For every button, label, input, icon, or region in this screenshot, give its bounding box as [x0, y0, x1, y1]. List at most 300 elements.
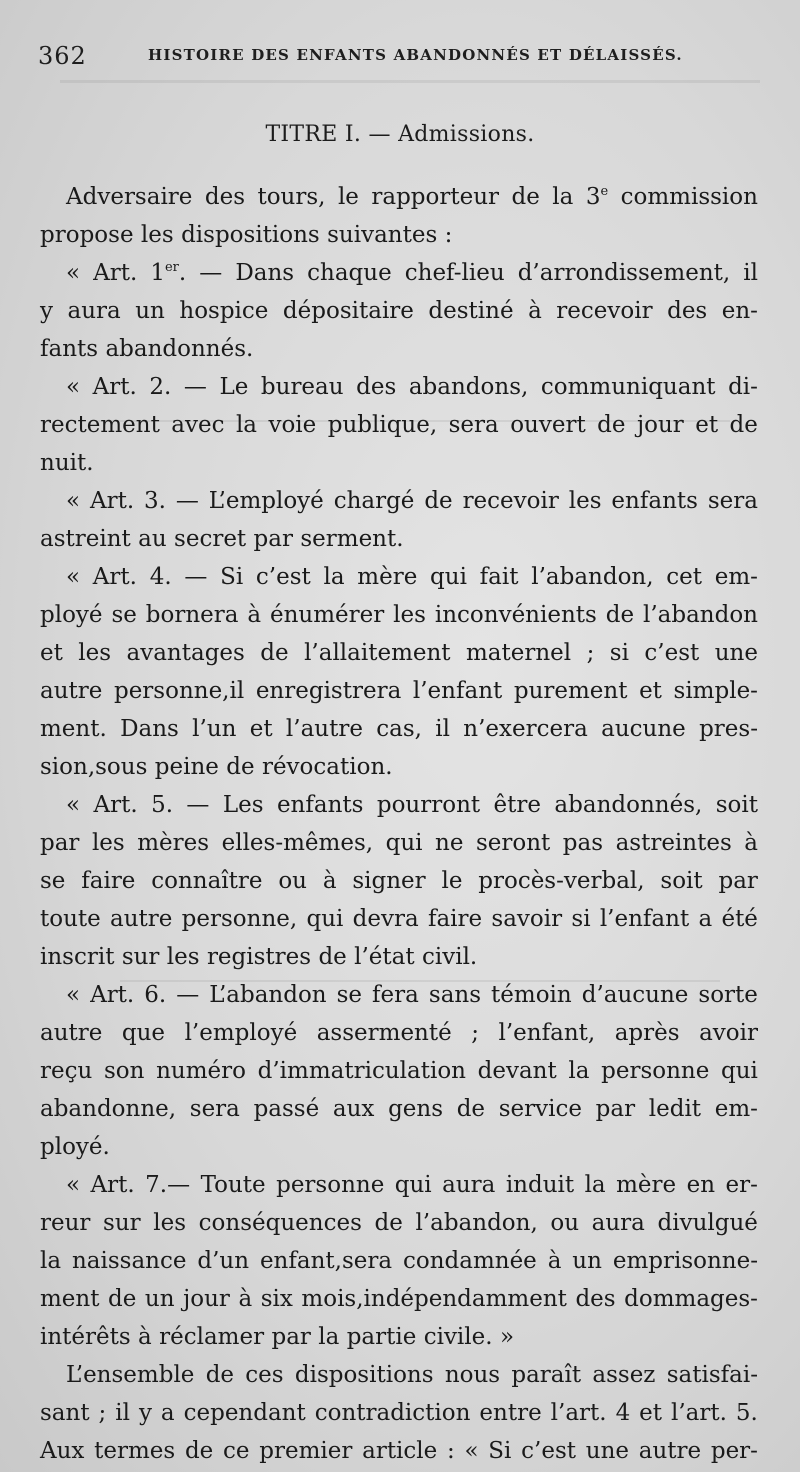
word: 5.: [151, 792, 174, 818]
word: autre: [40, 678, 103, 704]
word: 4.: [149, 564, 172, 590]
word: chargé: [333, 488, 415, 514]
word: Les: [222, 792, 264, 818]
text-line: [40, 216, 758, 254]
word: énumérer: [270, 602, 385, 628]
word: se: [40, 868, 66, 894]
word: rapporteur: [371, 184, 500, 210]
text-line: [40, 1356, 758, 1394]
word: qui: [306, 906, 344, 932]
word: sera: [707, 488, 758, 514]
word: l’état: [354, 944, 415, 970]
word: des: [575, 1286, 616, 1312]
word: aux: [332, 1096, 375, 1122]
word: Art.: [90, 982, 135, 1008]
word: sorte: [698, 982, 758, 1008]
word: l’un: [192, 716, 237, 742]
word: a: [698, 906, 713, 932]
word: induit: [505, 1172, 575, 1198]
word: le: [441, 868, 463, 894]
word: ou: [278, 868, 307, 894]
word: voie: [268, 412, 317, 438]
word: un: [572, 1248, 602, 1274]
text-line: [40, 178, 758, 216]
word: cas,: [376, 716, 422, 742]
word: Art.: [93, 260, 138, 286]
word: premier: [259, 1438, 353, 1464]
word: propose: [40, 222, 134, 248]
word: «: [66, 488, 81, 514]
word: son: [103, 1058, 145, 1084]
word: à: [528, 298, 542, 324]
word: Dans: [120, 716, 179, 742]
word: ces: [245, 1362, 284, 1388]
word: numéro: [156, 1058, 246, 1084]
word: soit: [715, 792, 758, 818]
word: 1er.: [150, 260, 187, 286]
word: de: [184, 1438, 214, 1464]
text-line: [40, 1014, 758, 1052]
word: Art.: [92, 564, 137, 590]
word: si: [571, 906, 591, 932]
word: civile.: [423, 1324, 493, 1350]
word: autre: [110, 906, 173, 932]
word: abandons,: [408, 374, 529, 400]
word: par: [253, 526, 293, 552]
word: sur: [121, 944, 160, 970]
word: —: [186, 792, 210, 818]
word: partie: [346, 1324, 417, 1350]
text-line: [40, 1394, 758, 1432]
text-line: [40, 824, 758, 862]
text-line: [40, 1166, 758, 1204]
word: 2.: [149, 374, 172, 400]
word: L’employé: [208, 488, 324, 514]
word: mère: [357, 564, 418, 590]
word: six: [260, 1286, 293, 1312]
word: Le: [219, 374, 249, 400]
text-line: [40, 1318, 758, 1356]
word: l’employé: [184, 1020, 298, 1046]
word: l’abandon,: [531, 564, 654, 590]
word: recevoir: [556, 298, 653, 324]
word: il: [435, 716, 450, 742]
word: y: [138, 1400, 152, 1426]
word: purement: [513, 678, 628, 704]
word: ledit: [648, 1096, 702, 1122]
word: «: [66, 982, 81, 1008]
word: 4: [615, 1400, 631, 1426]
text-line: [40, 900, 758, 938]
word: les: [140, 222, 174, 248]
text-line: [40, 444, 758, 482]
text-line: [40, 368, 758, 406]
word: en-: [721, 298, 758, 324]
word: à: [238, 1286, 253, 1312]
text-line: [40, 862, 758, 900]
word: mois,indépendamment: [301, 1286, 567, 1312]
word: un: [144, 1286, 175, 1312]
word: fants: [40, 336, 99, 362]
word: à: [247, 602, 262, 628]
word: l’allaitement: [304, 640, 451, 666]
word: —: [176, 982, 200, 1008]
word: avec: [171, 412, 225, 438]
word: publique,: [327, 412, 438, 438]
word: termes: [94, 1438, 176, 1464]
word: à: [322, 868, 337, 894]
word: l’enfant: [599, 906, 690, 932]
word: 3.: [144, 488, 166, 514]
section-title: TITRE I. — Admissions.: [265, 122, 535, 147]
word: par: [271, 1324, 311, 1350]
word: fera: [372, 982, 419, 1008]
word: dommages-: [624, 1286, 758, 1312]
word: intérêts: [40, 1324, 131, 1350]
word: la: [552, 184, 574, 210]
word: de: [108, 1286, 137, 1312]
word: une: [714, 640, 758, 666]
word: de: [374, 1210, 403, 1236]
word: aura: [442, 1172, 496, 1198]
word: service: [498, 1096, 582, 1122]
word: faire: [81, 868, 136, 894]
word: l’art.: [671, 1400, 727, 1426]
word: astreintes: [615, 830, 732, 856]
word: bureau: [260, 374, 344, 400]
word: reçu: [40, 1058, 93, 1084]
text-line: [40, 938, 758, 976]
word: il: [115, 1400, 130, 1426]
word: que: [121, 1020, 166, 1046]
text-line: [40, 748, 758, 786]
word: d’arrondissement,: [517, 260, 731, 286]
word: :: [447, 1438, 455, 1464]
word: les: [78, 640, 112, 666]
word: sera: [448, 412, 499, 438]
text-line: [40, 1204, 758, 1242]
word: em-: [714, 564, 758, 590]
word: 6.: [144, 982, 167, 1008]
word: c’est: [255, 564, 311, 590]
word: des: [667, 298, 708, 324]
word: maternel: [466, 640, 572, 666]
word: l’autre: [285, 716, 363, 742]
word: Si: [220, 564, 244, 590]
word: —: [183, 374, 207, 400]
word: inconvénients: [434, 602, 597, 628]
word: simple-: [673, 678, 758, 704]
text-line: [40, 1090, 758, 1128]
word: n’exercera: [463, 716, 588, 742]
word: fait: [479, 564, 519, 590]
word: les: [153, 1210, 187, 1236]
word: savoir: [491, 906, 563, 932]
word: à: [744, 830, 758, 856]
word: entre: [479, 1400, 542, 1426]
word: —: [175, 488, 199, 514]
word: pres-: [699, 716, 758, 742]
word: tours,: [257, 184, 326, 210]
word: abandonne,: [40, 1096, 177, 1122]
word: enfants: [276, 792, 364, 818]
word: em-: [714, 1096, 758, 1122]
word: d’un: [197, 1248, 250, 1274]
word: les: [393, 602, 426, 628]
text-line: [40, 786, 758, 824]
word: L’ensemble: [66, 1362, 195, 1388]
word: peine: [154, 754, 219, 780]
word: personne,il: [113, 678, 245, 704]
word: mères: [137, 830, 210, 856]
word: 5.: [735, 1400, 758, 1426]
word: L’abandon: [209, 982, 327, 1008]
word: l’art.: [550, 1400, 607, 1426]
word: la: [235, 412, 258, 438]
word: enregistrera: [255, 678, 402, 704]
word: les: [568, 488, 602, 514]
word: par: [595, 1096, 636, 1122]
word: 7.—: [145, 1172, 191, 1198]
word: des: [204, 184, 246, 210]
word: nous: [444, 1362, 501, 1388]
word: Art.: [89, 488, 135, 514]
word: 3e: [585, 184, 609, 210]
word: chef-lieu: [404, 260, 505, 286]
word: de: [456, 1096, 486, 1122]
word: aucune: [601, 716, 686, 742]
text-line: [40, 710, 758, 748]
word: en: [686, 1172, 716, 1198]
text-line: [40, 558, 758, 596]
word: ne: [435, 830, 464, 856]
word: d’aucune: [581, 982, 689, 1008]
word: mère: [616, 1172, 677, 1198]
word: des: [356, 374, 397, 400]
word: enfant,sera: [259, 1248, 393, 1274]
word: di-: [728, 374, 758, 400]
word: reur: [40, 1210, 91, 1236]
word: «: [66, 564, 81, 590]
word: personne: [601, 1058, 710, 1084]
word: «: [66, 260, 81, 286]
word: destiné: [428, 298, 514, 324]
text-line: [40, 976, 758, 1014]
word: qui: [430, 564, 467, 590]
word: cet: [666, 564, 703, 590]
word: secret: [174, 526, 247, 552]
word: par: [40, 830, 80, 856]
word: après: [614, 1020, 680, 1046]
word: c’est: [521, 1438, 577, 1464]
page-header: [38, 36, 768, 76]
word: civil.: [421, 944, 478, 970]
word: autre: [638, 1438, 702, 1464]
page-number: 362: [38, 42, 87, 70]
word: se: [111, 602, 137, 628]
word: pas: [562, 830, 604, 856]
word: l’enfant,: [498, 1020, 596, 1046]
text-line: [40, 254, 758, 292]
word: l’abandon: [642, 602, 758, 628]
word: conséquences: [198, 1210, 362, 1236]
word: procès-verbal,: [478, 868, 645, 894]
word: inscrit: [40, 944, 115, 970]
word: de: [424, 488, 453, 514]
word: et: [639, 678, 662, 704]
word: emprisonne-: [612, 1248, 758, 1274]
word: devra: [352, 906, 419, 932]
word: de: [260, 640, 289, 666]
word: nuit.: [40, 450, 94, 476]
word: contradiction: [314, 1400, 471, 1426]
word: ou: [550, 1210, 580, 1236]
word: un: [135, 298, 165, 324]
word: personne: [276, 1172, 385, 1198]
word: —: [199, 260, 223, 286]
word: Toute: [200, 1172, 266, 1198]
word: pourront: [376, 792, 481, 818]
word: de: [729, 412, 758, 438]
word: et: [40, 640, 63, 666]
word: personne,: [181, 906, 298, 932]
word: y: [40, 298, 53, 324]
word: Adversaire: [66, 184, 193, 210]
word: Si: [488, 1438, 512, 1464]
word: et: [695, 412, 719, 438]
word: qui: [721, 1058, 758, 1084]
word: sans: [428, 982, 482, 1008]
word: abandonnés,: [554, 792, 703, 818]
text-line: [40, 292, 758, 330]
word: paraît: [511, 1362, 582, 1388]
word: jour: [183, 1286, 230, 1312]
word: avantages: [126, 640, 245, 666]
word: avoir: [699, 1020, 758, 1046]
word: suivantes: [327, 222, 438, 248]
word: de: [605, 602, 635, 628]
word: sant: [40, 1400, 90, 1426]
word: la: [584, 1172, 606, 1198]
word: réclamer: [159, 1324, 265, 1350]
word: satisfai-: [666, 1362, 758, 1388]
word: Dans: [235, 260, 295, 286]
word: ;: [586, 640, 595, 666]
text-line: [40, 1432, 758, 1470]
word: —: [184, 564, 208, 590]
word: registres: [206, 944, 312, 970]
word: ployé: [40, 602, 103, 628]
word: gens: [388, 1096, 444, 1122]
word: recevoir: [462, 488, 559, 514]
word: il: [743, 260, 758, 286]
word: l’enfant: [412, 678, 503, 704]
word: «: [464, 1438, 479, 1464]
word: de: [597, 412, 626, 438]
word: assez: [592, 1362, 656, 1388]
body-text: [40, 178, 758, 1470]
word: toute: [40, 906, 101, 932]
word: communiquant: [540, 374, 716, 400]
word: la: [318, 1324, 340, 1350]
word: rectement: [40, 412, 160, 438]
word: Art.: [93, 792, 138, 818]
word: les: [166, 944, 200, 970]
word: commission: [620, 184, 758, 210]
word: d’immatriculation: [257, 1058, 466, 1084]
word: révocation.: [261, 754, 393, 780]
word: la: [40, 1248, 62, 1274]
word: de: [226, 754, 255, 780]
word: «: [66, 1172, 81, 1198]
word: et: [249, 716, 273, 742]
word: sion,sous: [40, 754, 148, 780]
word: se: [336, 982, 363, 1008]
word: à: [547, 1248, 562, 1274]
word: ;: [98, 1400, 107, 1426]
text-line: [40, 596, 758, 634]
word: si: [609, 640, 629, 666]
text-line: [40, 406, 758, 444]
text-line: [40, 482, 758, 520]
word: être: [493, 792, 542, 818]
word: Art.: [92, 374, 137, 400]
word: per-: [710, 1438, 758, 1464]
word: serment.: [300, 526, 404, 552]
text-line: [40, 1280, 758, 1318]
text-line: [40, 672, 758, 710]
word: abandonnés.: [105, 336, 254, 362]
word: assermenté: [316, 1020, 452, 1046]
word: par: [718, 868, 758, 894]
word: ;: [471, 1020, 479, 1046]
text-line: [40, 634, 758, 672]
word: astreint: [40, 526, 131, 552]
word: naissance: [71, 1248, 187, 1274]
word: article: [362, 1438, 438, 1464]
word: la: [568, 1058, 590, 1084]
word: à: [138, 1324, 152, 1350]
word: dépositaire: [282, 298, 414, 324]
word: ce: [223, 1438, 250, 1464]
word: de: [511, 184, 540, 210]
word: bornera: [145, 602, 239, 628]
word: sera: [189, 1096, 240, 1122]
word: Art.: [90, 1172, 135, 1198]
word: faire: [427, 906, 483, 932]
word: dispositions: [181, 222, 320, 248]
running-title: HISTOIRE DES ENFANTS ABANDONNÉS ET DÉLAISSÉS.: [148, 46, 683, 64]
word: «: [66, 792, 81, 818]
word: devant: [477, 1058, 557, 1084]
word: ment: [40, 1286, 100, 1312]
word: une: [585, 1438, 629, 1464]
text-line: [40, 330, 758, 368]
word: seront: [475, 830, 551, 856]
word: témoin: [491, 982, 572, 1008]
word: l’abandon,: [415, 1210, 538, 1236]
word: ployé.: [40, 1134, 110, 1160]
word: ouvert: [510, 412, 586, 438]
word: la: [323, 564, 345, 590]
word: enfants: [611, 488, 698, 514]
word: le: [337, 184, 359, 210]
word: passé: [253, 1096, 320, 1122]
word: condamnée: [402, 1248, 537, 1274]
word: les: [91, 830, 125, 856]
text-line: [40, 1242, 758, 1280]
text-line: [40, 1128, 758, 1166]
